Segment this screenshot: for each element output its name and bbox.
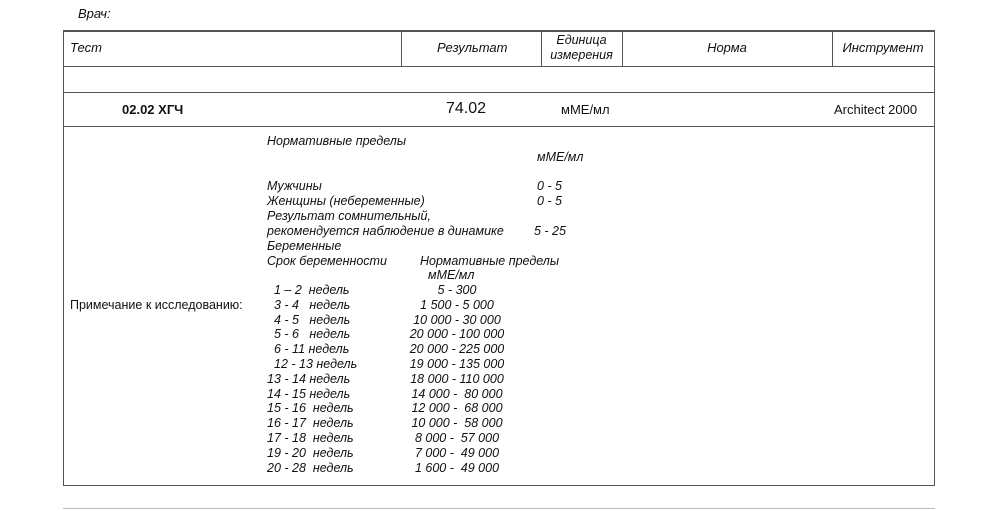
- week-range: 14 000 - 80 000: [411, 386, 503, 401]
- week-term: 6 - 11 недель: [274, 342, 350, 357]
- week-range: 7 000 - 49 000: [414, 445, 500, 460]
- note-label: Примечание к исследованию:: [70, 298, 243, 312]
- term-header: Срок беременности: [267, 254, 387, 268]
- result-value: 74.02: [446, 100, 487, 117]
- week-range: 10 000 - 58 000: [411, 416, 503, 431]
- week-term: 19 - 20 недель: [267, 445, 354, 460]
- week-range: 20 000 - 225 000: [409, 342, 505, 357]
- group-label: Результат сомнительный,: [267, 209, 431, 223]
- page-bottom-divider: [63, 508, 935, 509]
- header-unit-line2: измерения: [550, 48, 613, 62]
- week-range: 5 - 300: [437, 283, 477, 297]
- limits-unit: мМЕ/мл: [428, 268, 475, 282]
- week-range: 19 000 - 135 000: [409, 357, 505, 371]
- limits-header: Нормативные пределы: [420, 254, 560, 268]
- week-term: 1 – 2 недель: [274, 283, 350, 297]
- week-term: 16 - 17 недель: [267, 416, 354, 431]
- week-term: 5 - 6 недель: [274, 327, 351, 342]
- table-left-border: [63, 30, 64, 486]
- week-term: 4 - 5 недель: [274, 312, 351, 327]
- week-term: 14 - 15 недель: [267, 386, 351, 401]
- test-code: 02.02 ХГЧ: [122, 102, 184, 117]
- table-bottom-border: [63, 485, 935, 486]
- group-value: 0 - 5: [537, 194, 563, 208]
- group-value: 0 - 5: [537, 179, 563, 193]
- week-range: 1 600 - 49 000: [414, 460, 500, 475]
- week-range: 8 000 - 57 000: [414, 431, 500, 445]
- norm-title: Нормативные пределы: [267, 134, 407, 148]
- norm-unit: мМЕ/мл: [537, 150, 584, 164]
- week-term: 3 - 4 недель: [274, 297, 351, 312]
- week-range: 20 000 - 100 000: [409, 327, 505, 342]
- group-label: Мужчины: [267, 179, 322, 193]
- header-instrument: Инструмент: [842, 40, 924, 55]
- header-unit-line1: Единица: [556, 33, 607, 47]
- spacer-row-bottom-border: [63, 92, 935, 93]
- header-test: Тест: [70, 40, 102, 55]
- table-right-border: [934, 30, 935, 486]
- week-term: 17 - 18 недель: [267, 431, 354, 445]
- group-label: Женщины (небеременные): [267, 194, 425, 208]
- week-term: 15 - 16 недель: [267, 401, 354, 416]
- week-term: 12 - 13 недель: [274, 357, 358, 371]
- week-range: 1 500 - 5 000: [420, 297, 494, 312]
- group-label: рекомендуется наблюдение в динамике: [267, 224, 504, 238]
- pregnant-label: Беременные: [267, 239, 342, 253]
- doctor-label: Врач:: [78, 6, 111, 21]
- week-range: 18 000 - 110 000: [410, 371, 504, 386]
- instrument-value: Architect 2000: [834, 102, 918, 117]
- header-norm: Норма: [707, 40, 747, 55]
- result-unit: мМЕ/мл: [561, 102, 610, 117]
- week-term: 20 - 28 недель: [267, 460, 354, 475]
- result-row-bottom-border: [63, 126, 935, 127]
- week-term: 13 - 14 недель: [267, 371, 351, 386]
- table-top-border: [63, 30, 935, 32]
- week-range: 12 000 - 68 000: [411, 401, 503, 416]
- group-value: 5 - 25: [534, 224, 566, 238]
- header-bottom-border: [63, 66, 935, 67]
- header-result: Результат: [437, 40, 508, 55]
- week-range: 10 000 - 30 000: [413, 312, 501, 327]
- col-divider-1: [401, 30, 402, 66]
